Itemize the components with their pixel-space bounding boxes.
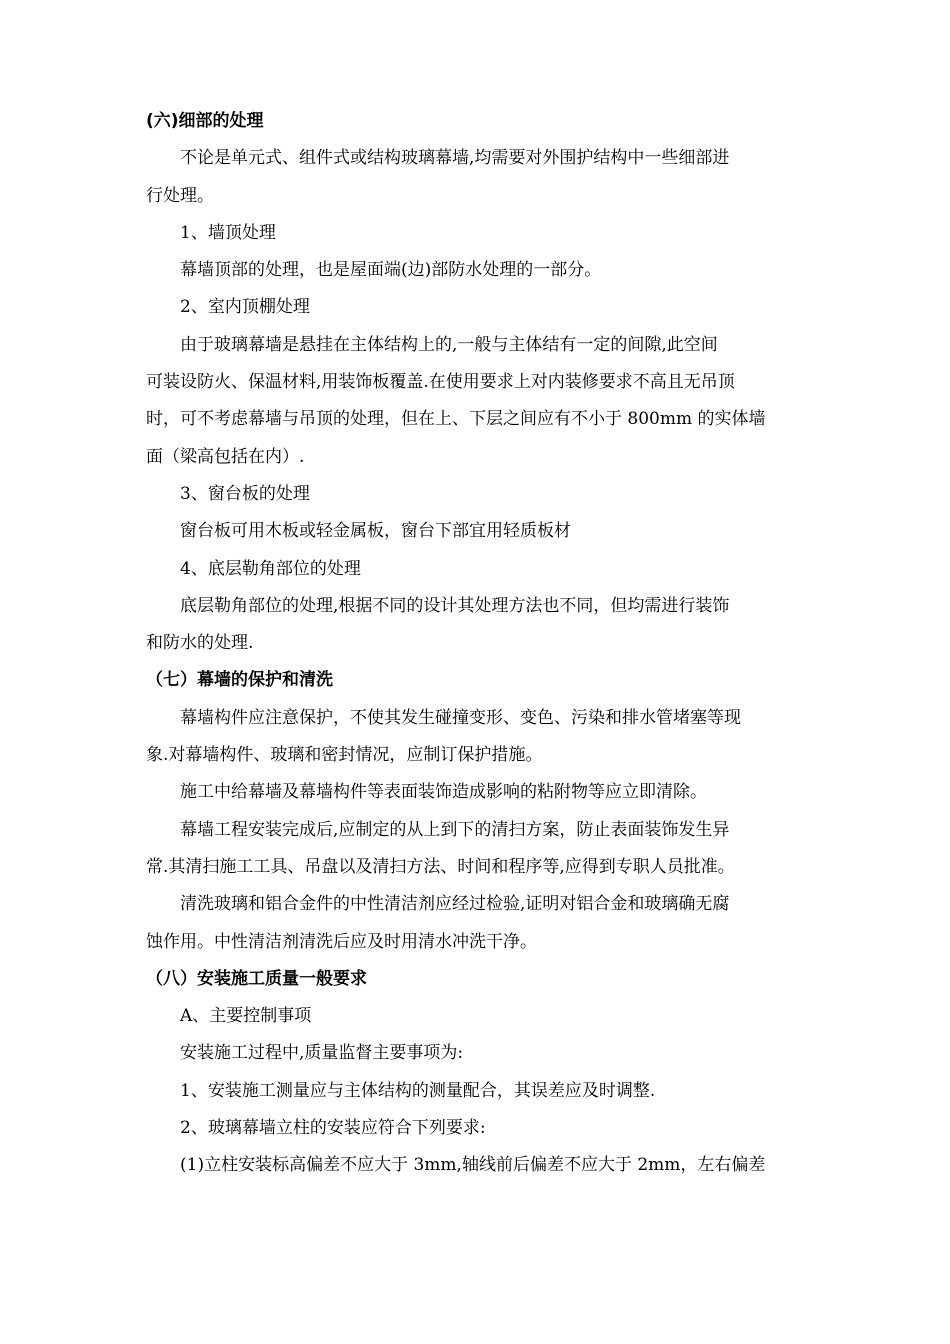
paragraph-line: 时，可不考虑幕墙与吊顶的处理，但在上、下层之间应有不小于 800mm 的实体墙 <box>146 409 766 430</box>
section-heading: （七）幕墙的保护和清洗 <box>146 670 333 691</box>
section-heading: （八）安装施工质量一般要求 <box>146 968 367 989</box>
paragraph-line: 窗台板可用木板或轻金属板，窗台下部宜用轻质板材 <box>180 521 571 542</box>
paragraph-line: 象.对幕墙构件、玻璃和密封情况，应制订保护措施。 <box>146 745 543 766</box>
paragraph-line: 幕墙工程安装完成后,应制定的从上到下的清扫方案，防止表面装饰发生异 <box>180 819 730 840</box>
paragraph-line: 安装施工过程中,质量监督主要事项为: <box>180 1043 464 1064</box>
paragraph-line: 幕墙顶部的处理，也是屋面端(边)部防水处理的一部分。 <box>180 260 602 281</box>
list-item: 3、窗台板的处理 <box>180 483 310 504</box>
section-heading: (六)细部的处理 <box>146 111 264 131</box>
list-item: (1)立柱安装标高偏差不应大于 3mm,轴线前后偏差不应大于 2mm，左右偏差 <box>180 1155 766 1176</box>
paragraph-line: 幕墙构件应注意保护，不使其发生碰撞变形、变色、污染和排水管堵塞等现 <box>180 707 741 728</box>
paragraph-line: 行处理。 <box>146 185 214 206</box>
paragraph-line: 底层勒角部位的处理,根据不同的设计其处理方法也不同，但均需进行装饰 <box>180 595 730 616</box>
list-item: 4、底层勒角部位的处理 <box>180 558 361 579</box>
paragraph-line: 和防水的处理. <box>146 633 254 654</box>
paragraph-line: 常.其清扫施工工具、吊盘以及清扫方法、时间和程序等,应得到专职人员批准。 <box>146 856 735 877</box>
list-item: A、主要控制事项 <box>180 1006 312 1027</box>
list-item: 2、室内顶棚处理 <box>180 297 310 318</box>
paragraph-line: 蚀作用。中性清洁剂清洗后应及时用清水冲洗干净。 <box>146 931 537 952</box>
list-item: 1、墙顶处理 <box>180 222 276 243</box>
paragraph-line: 可装设防火、保温材料,用装饰板覆盖.在使用要求上对内装修要求不高且无吊顶 <box>146 372 735 393</box>
paragraph-line: 面（梁高包括在内）. <box>146 446 305 467</box>
paragraph-line: 清洗玻璃和铝合金件的中性清洁剂应经过检验,证明对铝合金和玻璃确无腐 <box>180 894 730 915</box>
list-item: 2、玻璃幕墙立柱的安装应符合下列要求: <box>180 1118 486 1139</box>
paragraph-line: 施工中给幕墙及幕墙构件等表面装饰造成影响的粘附物等应立即清除。 <box>180 782 707 803</box>
paragraph-line: 不论是单元式、组件式或结构玻璃幕墙,均需要对外围护结构中一些细部进 <box>180 148 730 169</box>
list-item: 1、安装施工测量应与主体结构的测量配合，其误差应及时调整. <box>180 1080 656 1101</box>
paragraph-line: 由于玻璃幕墙是悬挂在主体结构上的,一般与主体结有一定的间隙,此空间 <box>180 334 718 355</box>
